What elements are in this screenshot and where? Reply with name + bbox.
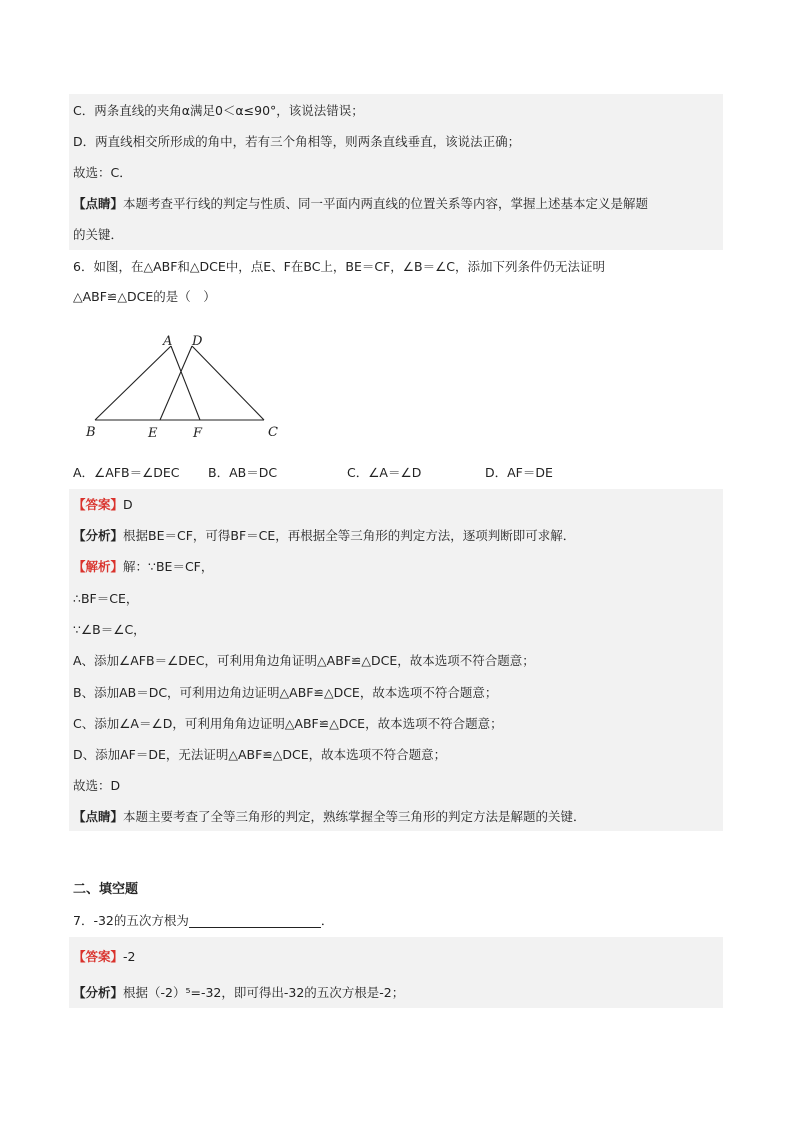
solution-line: C、添加∠A＝∠D，可利用角角边证明△ABF≌△DCE，故本选项不符合题意；: [73, 716, 503, 731]
q5-answer-choice: 故选：C．: [73, 165, 132, 180]
label-e: E: [148, 426, 158, 441]
q6-option-d: D．AF＝DE: [485, 465, 553, 480]
label-c: C: [268, 425, 278, 440]
comment-text: 本题考查平行线的判定与性质、同一平面内两直线的位置关系等内容，掌握上述基本定义是解题: [123, 196, 649, 211]
q7-stem-text: 7．-32的五次方根为: [73, 913, 189, 928]
solution-tag: 【解析】: [73, 559, 124, 574]
answer-tag: 【答案】: [73, 949, 124, 964]
comment-tag: 【点睛】: [73, 196, 124, 211]
answer-value: D: [123, 497, 133, 512]
q6-stem-line2: △ABF≌△DCE的是（ ）: [73, 289, 216, 304]
section-heading: 二、填空题: [73, 882, 139, 897]
q5-comment-cont: 的关键．: [73, 227, 124, 242]
q5-comment: [73, 195, 648, 213]
solution-line: B、添加AB＝DC，可利用边角边证明△ABF≌△DCE，故本选项不符合题意；: [73, 685, 498, 700]
q6-option-a: A．∠AFB＝∠DEC: [73, 465, 180, 480]
analysis-text: 根据（-2）⁵=-32，即可得出-32的五次方根是-2；: [123, 985, 405, 1000]
solution-line: 解：∵BE＝CF，: [123, 559, 214, 574]
solution-line: ∴BF＝CE，: [73, 591, 139, 606]
analysis-text: 根据BE＝CF，可得BF＝CE，再根据全等三角形的判定方法，逐项判断即可求解．: [123, 528, 576, 543]
q5-option-d-analysis: D．两直线相交所形成的角中，若有三个角相等，则两条直线垂直，该说法正确；: [73, 134, 521, 149]
segment-af: [171, 346, 200, 420]
analysis-tag: 【分析】: [73, 985, 124, 1000]
segment-dc: [192, 346, 264, 420]
solution-line: D、添加AF＝DE，无法证明△ABF≌△DCE，故本选项不符合题意；: [73, 747, 447, 762]
q6-option-c: C．∠A＝∠D: [347, 465, 422, 480]
answer-value: -2: [123, 949, 136, 964]
q5-option-c-analysis: C．两条直线的夹角α满足0＜α≤90°，该说法错误；: [73, 103, 364, 118]
q6-option-b: B．AB＝DC: [208, 465, 278, 480]
answer-blank[interactable]: [189, 913, 321, 928]
segment-ba: [95, 346, 171, 420]
q6-stem-line1: 6．如图，在△ABF和△DCE中，点E、F在BC上，BE＝CF，∠B＝∠C，添加下列条件仍无法证明: [73, 259, 606, 274]
q7-stem: [73, 912, 333, 930]
label-b: B: [86, 425, 96, 440]
answer-tag: 【答案】: [73, 497, 124, 512]
solution-line: 故选：D: [73, 778, 121, 793]
label-f: F: [193, 426, 203, 441]
triangle-figure: [80, 330, 300, 450]
q7-answer: [73, 948, 135, 966]
label-d: D: [192, 334, 203, 349]
q7-analysis: [73, 984, 404, 1002]
comment-text: 本题主要考查了全等三角形的判定，熟练掌握全等三角形的判定方法是解题的关键．: [123, 809, 586, 824]
q6-comment: [73, 808, 586, 826]
segment-ed: [160, 346, 192, 420]
q6-solution: [73, 558, 213, 576]
analysis-tag: 【分析】: [73, 528, 124, 543]
comment-tag: 【点睛】: [73, 809, 124, 824]
q6-answer: [73, 496, 133, 514]
q6-analysis: [73, 527, 575, 545]
solution-line: A、添加∠AFB＝∠DEC，可利用角边角证明△ABF≌△DCE，故本选项不符合题意；: [73, 653, 535, 668]
label-a: A: [163, 334, 173, 349]
q7-stem-end: ．: [320, 913, 334, 928]
solution-line: ∵∠B＝∠C，: [73, 622, 146, 637]
